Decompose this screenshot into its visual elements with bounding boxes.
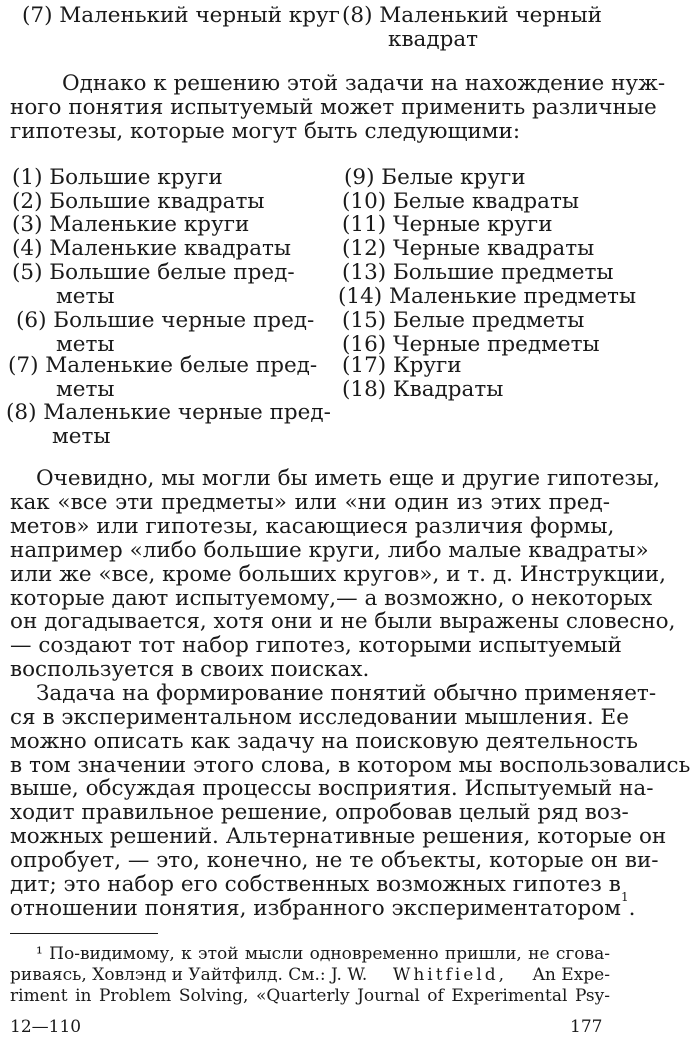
- hypothesis-right-18: (18) Квадраты: [342, 377, 504, 402]
- hypothesis-left-1: (1) Большие круги: [12, 165, 223, 190]
- footnote-divider: [10, 933, 158, 934]
- hypothesis-left-5-cont: меты: [56, 284, 115, 309]
- para2-line-3: метов» или гипотезы, касающиеся различия формы,: [10, 514, 615, 539]
- hypothesis-right-12: (12) Черные квадраты: [342, 236, 595, 261]
- header-item-8-line2: квадрат: [388, 27, 479, 52]
- para3-line-5: выше, обсуждая процессы восприятия. Испытуемый на-: [10, 776, 654, 801]
- para3-line-3: можно описать как задачу на поисковую деятельность: [10, 729, 639, 754]
- para2-line-9: воспользуется в своих поисках.: [10, 657, 370, 682]
- footnote-line-3: riment in Problem Solving, «Quarterly Journal of Experimental Psy-: [10, 986, 610, 1006]
- hypothesis-left-5: (5) Большие белые пред-: [12, 260, 295, 285]
- para2-line-7: он догадывается, хотя они и не были выражены словесно,: [10, 609, 676, 634]
- hypothesis-right-16: (16) Черные предметы: [342, 332, 600, 357]
- hypothesis-right-14: (14) Маленькие предметы: [338, 284, 637, 309]
- para2-line-5: или же «все, кроме больших кругов», и т. д. Инструкции,: [10, 562, 666, 587]
- para3-line-9: дит; это набор его собственных возможных гипотез в: [10, 872, 621, 897]
- footnote-author-name: Whitfield,: [392, 965, 508, 985]
- hypothesis-right-15: (15) Белые предметы: [342, 308, 585, 333]
- hypothesis-right-10: (10) Белые квадраты: [342, 189, 580, 214]
- para3-line-8: опробует, — это, конечно, не те объекты, которые он ви-: [10, 848, 659, 873]
- hypothesis-left-6: (6) Большие черные пред-: [16, 308, 315, 333]
- hypothesis-left-8: (8) Маленькие черные пред-: [6, 400, 331, 425]
- para3-line-10-text: отношении понятия, избранного экспериментатором: [10, 896, 621, 921]
- header-item-8-line1: (8) Маленький черный: [342, 3, 602, 28]
- footnote-line-2: [10, 965, 610, 985]
- para2-line-8: — создают тот набор гипотез, которыми испытуемый: [10, 633, 622, 658]
- footnote-line-2-post: An Expe-: [532, 965, 610, 985]
- hypothesis-left-4: (4) Маленькие квадраты: [12, 236, 292, 261]
- page-number: 177: [570, 1017, 603, 1037]
- footnote-line-1: ¹ По-видимому, к этой мысли одновременно пришли, не сгова-: [36, 944, 610, 964]
- para3-line-10: отношении понятия, избранного экспериментатором 1 .: [10, 890, 636, 921]
- hypothesis-left-6-cont: меты: [56, 332, 115, 357]
- intro-line-2: ного понятия испытуемый может применить различные: [10, 95, 657, 120]
- para3-line-6: ходит правильное решение, опробовав целый ряд воз-: [10, 800, 629, 825]
- hypothesis-left-8-cont: меты: [52, 424, 111, 449]
- para2-line-6: которые дают испытуемому,— а возможно, о некоторых: [10, 586, 653, 611]
- printer-signature: 12—110: [10, 1017, 82, 1037]
- para3-line-4: в том значении этого слова, в котором мы воспользовались: [10, 753, 690, 778]
- hypothesis-right-11: (11) Черные круги: [342, 212, 553, 237]
- intro-line-3: гипотезы, которые могут быть следующими:: [10, 119, 521, 144]
- footnote-marker: 1: [620, 890, 629, 904]
- para2-line-2: как «все эти предметы» или «ни один из этих пред-: [10, 490, 610, 515]
- para3-line-7: можных решений. Альтернативные решения, которые он: [10, 824, 667, 849]
- para2-line-1: Очевидно, мы могли бы иметь еще и другие гипотезы,: [36, 466, 661, 491]
- hypothesis-right-13: (13) Большие предметы: [342, 260, 614, 285]
- hypothesis-left-3: (3) Маленькие круги: [12, 212, 250, 237]
- hypothesis-right-9: (9) Белые круги: [344, 165, 526, 190]
- para3-line-1: Задача на формирование понятий обычно применяет-: [36, 681, 657, 706]
- hypothesis-right-17: (17) Круги: [342, 353, 462, 378]
- para2-line-4: например «либо большие круги, либо малые квадраты»: [10, 538, 649, 563]
- footnote-line-2-pre: риваясь, Ховлэнд и Уайтфилд. См.: J. W.: [10, 965, 368, 985]
- hypothesis-left-7: (7) Маленькие белые пред-: [8, 353, 318, 378]
- para3-line-2: ся в экспериментальном исследовании мышления. Ее: [10, 705, 629, 730]
- header-item-7: (7) Маленький черный круг: [22, 3, 340, 28]
- hypothesis-left-2: (2) Большие квадраты: [12, 189, 265, 214]
- hypothesis-left-7-cont: меты: [56, 377, 115, 402]
- intro-line-1: Однако к решению этой задачи на нахождение нуж-: [62, 71, 666, 96]
